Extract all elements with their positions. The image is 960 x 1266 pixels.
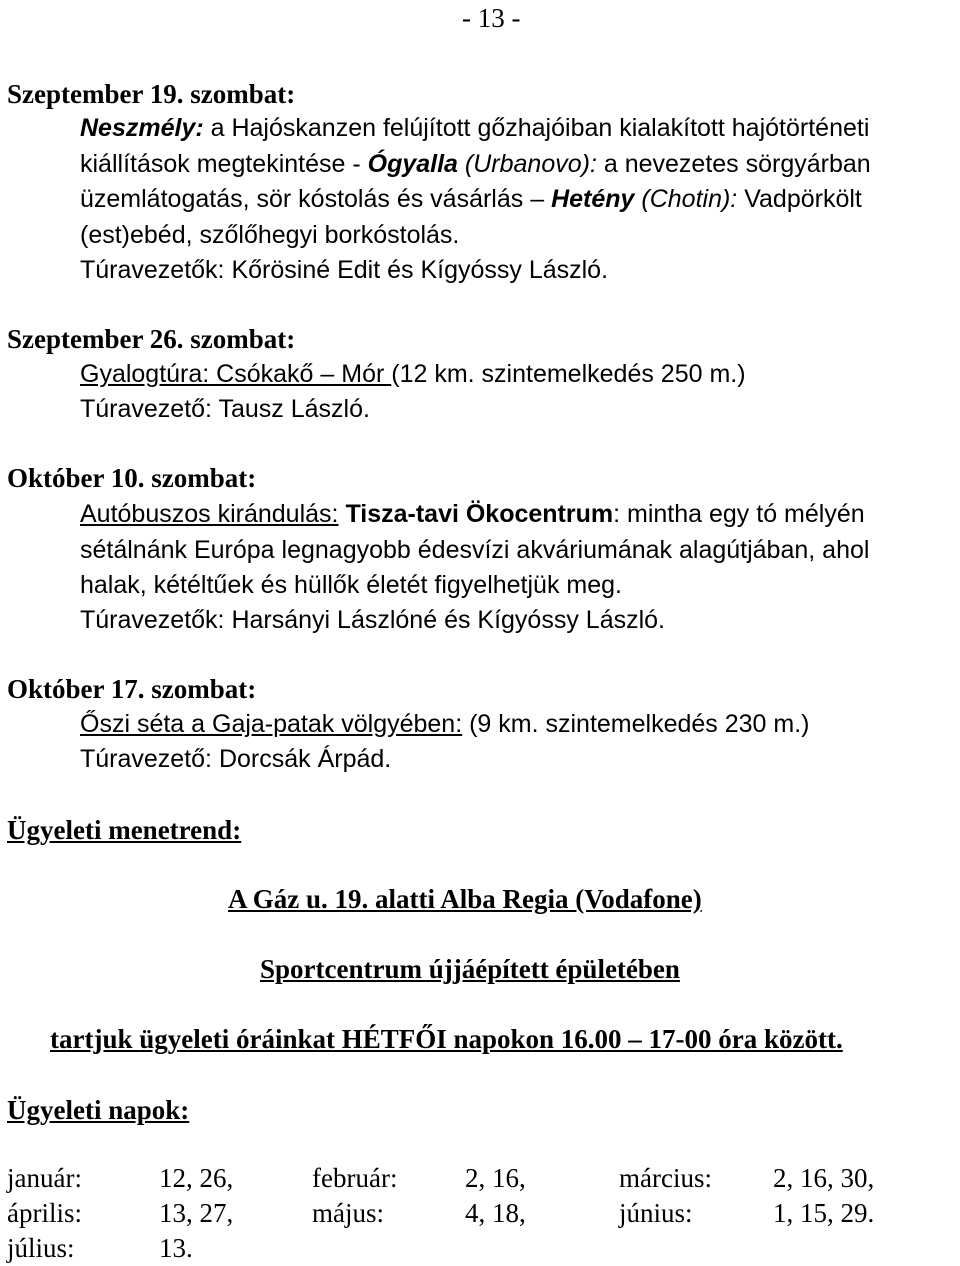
place-neszmely: Neszmély: xyxy=(80,114,204,142)
month-label: június: xyxy=(619,1198,693,1228)
date: Október 17. xyxy=(7,674,145,704)
day: szombat: xyxy=(190,324,296,354)
tour-link[interactable]: Őszi séta a Gaja-patak völgyében: xyxy=(80,710,463,738)
okt17-line-1: Őszi séta a Gaja-patak völgyében: (9 km. szintemelkedés 230 m.) xyxy=(80,710,810,738)
schedule-line-3: tartjuk ügyeleti óráinkat HÉTFŐI napokon 16.00 – 17-00 óra között. xyxy=(50,1024,843,1054)
month-days: 13. xyxy=(159,1233,193,1263)
schedule-heading: Ügyeleti menetrend: xyxy=(7,815,242,845)
sep19-line-3: üzemlátogatás, sör kóstolás és vásárlás – Hetény (Chotin): Vadpörkölt xyxy=(80,185,862,213)
sep19-guides: Túravezetők: Kőrösiné Edit és Kígyóssy László. xyxy=(80,256,609,284)
tour-link[interactable]: Gyalogtúra: Csókakő – Mór xyxy=(80,360,392,388)
section-sep26-heading xyxy=(7,323,295,357)
sep26-line-1: Gyalogtúra: Csókakő – Mór (12 km. szintemelkedés 250 m.) xyxy=(80,360,746,388)
place-ogyalla: Ógyalla xyxy=(367,150,458,178)
schedule-line-1: A Gáz u. 19. alatti Alba Regia (Vodafone) xyxy=(228,884,702,914)
date: Szeptember 26. xyxy=(7,324,184,354)
duty-days-heading: Ügyeleti napok: xyxy=(7,1095,190,1125)
month-days: 1, 15, 29. xyxy=(773,1198,875,1228)
month-days: 12, 26, xyxy=(159,1163,234,1193)
month-label: április: xyxy=(7,1198,82,1228)
date: Szeptember 19. xyxy=(7,79,184,109)
month-days: 13, 27, xyxy=(159,1198,234,1228)
date: Október 10. xyxy=(7,463,145,493)
okt10-line-3: halak, kétéltűek és hüllők életét figyelhetjük meg. xyxy=(80,571,622,599)
day: szombat: xyxy=(190,79,296,109)
okt17-guide: Túravezető: Dorcsák Árpád. xyxy=(80,745,392,773)
month-days: 4, 18, xyxy=(465,1198,526,1228)
sep26-guide: Túravezető: Tausz László. xyxy=(80,395,370,423)
duty-days-table xyxy=(7,1162,947,1262)
okt10-line-2: sétálnánk Európa legnagyobb édesvízi akváriumának alagútjában, ahol xyxy=(80,536,870,564)
okt10-guides: Túravezetők: Harsányi Lászlóné és Kígyóssy László. xyxy=(80,606,665,634)
sep19-line-1: Neszmély: a Hajóskanzen felújított gőzhajóiban kialakított hajótörténeti xyxy=(80,114,870,142)
schedule-line-2: Sportcentrum újjáépített épületében xyxy=(260,954,680,984)
destination: Tisza-tavi Ökocentrum xyxy=(345,500,614,528)
sep19-line-2: kiállítások megtekintése - Ógyalla (Urbanovo): a nevezetes sörgyárban xyxy=(80,150,871,178)
month-label: január: xyxy=(7,1163,82,1193)
section-okt17-heading xyxy=(7,673,256,707)
month-label: február: xyxy=(312,1163,398,1193)
day: szombat: xyxy=(151,463,257,493)
day: szombat: xyxy=(151,674,257,704)
month-days: 2, 16, xyxy=(465,1163,526,1193)
month-label: március: xyxy=(619,1163,712,1193)
month-label: július: xyxy=(7,1233,75,1263)
tour-link[interactable]: Autóbuszos kirándulás: xyxy=(80,500,339,528)
section-okt10-heading xyxy=(7,462,256,496)
month-days: 2, 16, 30, xyxy=(773,1163,875,1193)
okt10-line-1: Autóbuszos kirándulás: Tisza-tavi Ökocentrum: mintha egy tó mélyén xyxy=(80,500,865,528)
place-heteny: Hetény xyxy=(551,185,635,213)
month-label: május: xyxy=(312,1198,384,1228)
section-sep19-heading xyxy=(7,78,295,112)
sep19-line-4: (est)ebéd, szőlőhegyi borkóstolás. xyxy=(80,221,460,249)
page-number: - 13 - xyxy=(462,3,521,33)
